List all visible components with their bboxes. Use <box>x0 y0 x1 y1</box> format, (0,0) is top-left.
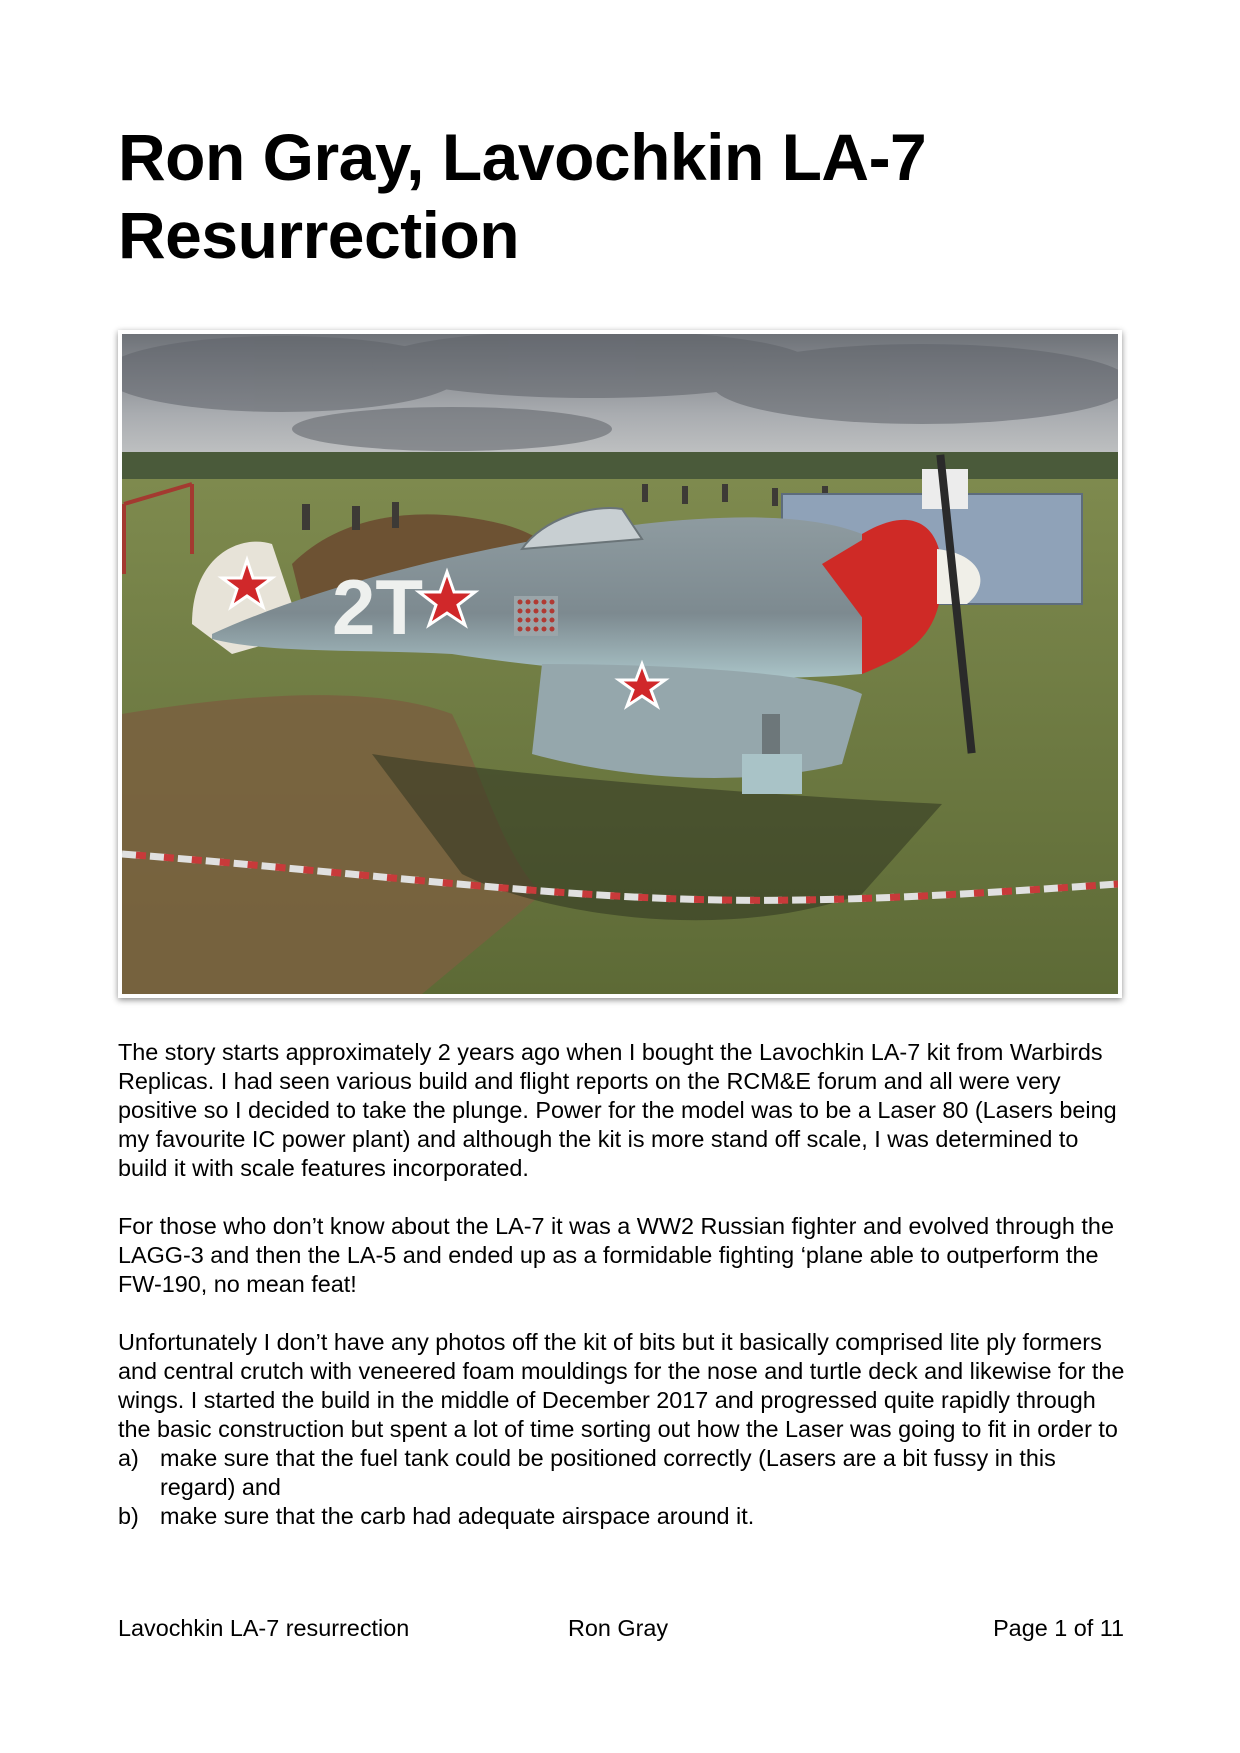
footer-page-number: Page 1 of 11 <box>993 1615 1124 1641</box>
page-footer <box>118 1613 1124 1643</box>
paragraph-1: The story starts approximately 2 years ago when I bought the Lavochkin LA-7 kit from Warbirds Replicas. I had seen various build and flight reports on the RCM&E forum and all were very positive so I decided to take the plunge. Power for the model was to be a Laser 80 (Lasers being my favourite IC power plant) and although the kit is more stand off scale, I was determined to build it with scale features incorporated. <box>118 1039 1117 1181</box>
list-item <box>118 1444 1128 1502</box>
body-text <box>118 1038 1128 1531</box>
gear-door <box>742 754 802 794</box>
list-marker: b) <box>118 1503 139 1529</box>
list-item-text: make sure that the fuel tank could be positioned correctly (Lasers are a bit fussy in this regard) and <box>160 1445 1056 1500</box>
treeline <box>122 452 1118 482</box>
list-item-text: make sure that the carb had adequate airspace around it. <box>160 1503 755 1529</box>
paragraph-2: For those who don’t know about the LA-7 it was a WW2 Russian fighter and evolved through the LAGG-3 and then the LA-5 and ended up as a formidable fighting ‘plane able to outperform the FW-190, no mean feat! <box>118 1213 1114 1297</box>
footer-document-title: Lavochkin LA-7 resurrection <box>118 1615 410 1641</box>
victory-markings <box>514 596 558 636</box>
title-line-1: Ron Gray, Lavochkin LA-7 <box>118 120 927 194</box>
document-title <box>118 118 1118 274</box>
aircraft-photo-image <box>122 334 1118 994</box>
aircraft-number-marking: 2T <box>332 563 424 651</box>
aircraft-photo <box>118 330 1122 998</box>
footer-author: Ron Gray <box>568 1615 669 1641</box>
list-item <box>118 1502 1128 1531</box>
aircraft-wing <box>532 664 862 778</box>
title-line-2: Resurrection <box>118 198 520 272</box>
paragraph-3: Unfortunately I don’t have any photos off the kit of bits but it basically comprised lite ply formers and central crutch with veneered foam mouldings for the nose and turtle deck and likewise for the wings. I started the build in the middle of December 2017 and progressed quite rapidly through the basic construction but spent a lot of time sorting out how the Laser was going to fit in order to <box>118 1329 1125 1442</box>
list <box>118 1444 1128 1531</box>
list-marker: a) <box>118 1445 139 1471</box>
